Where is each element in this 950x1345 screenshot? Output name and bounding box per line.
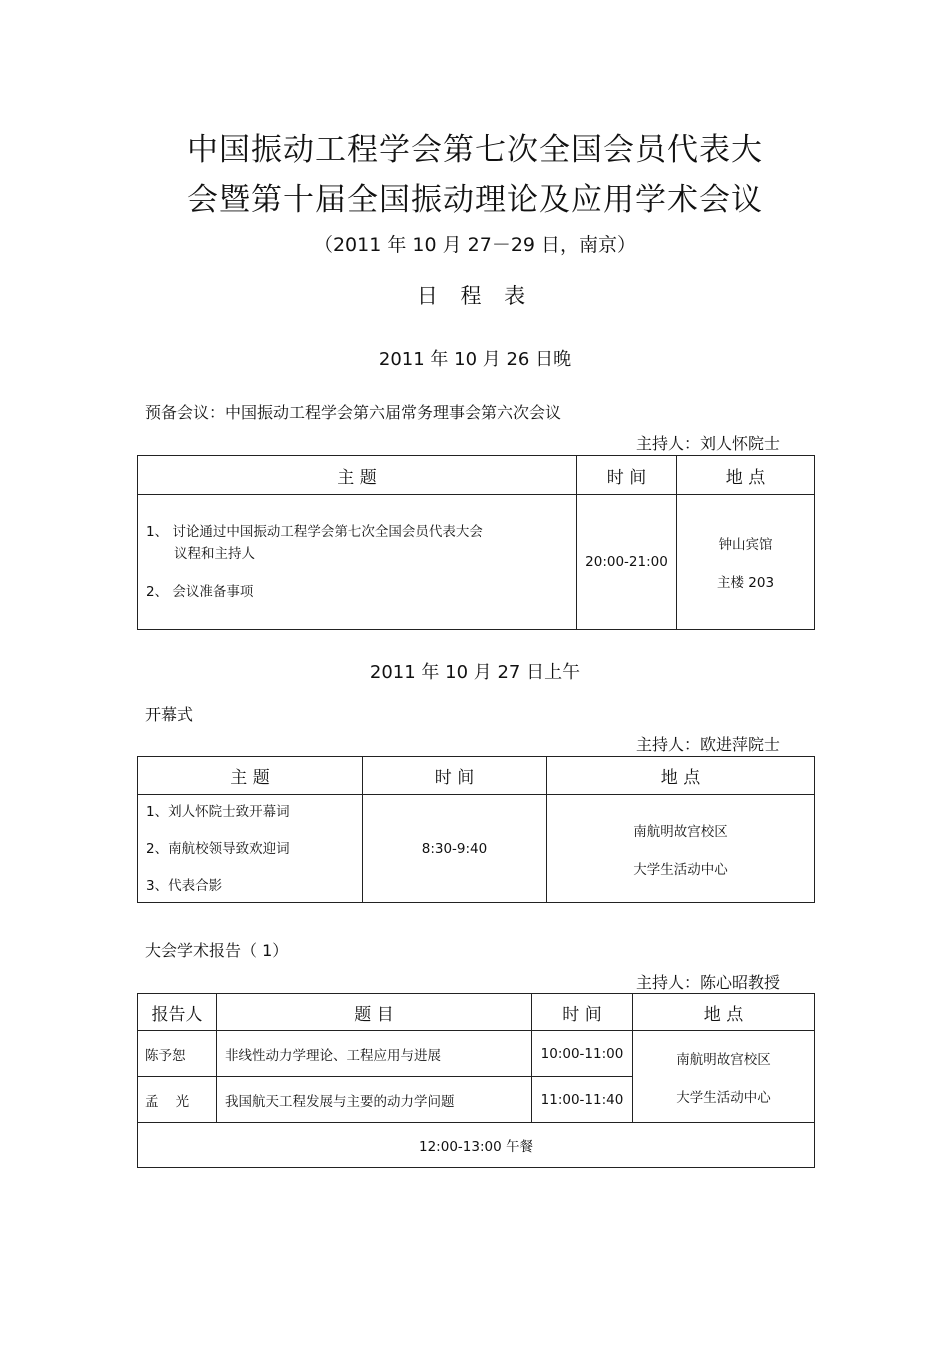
plenary-table	[137, 993, 815, 1168]
topic-item: 3、代表合影	[146, 877, 223, 894]
day2-date: 2011 年 10 月 27 日上午	[369, 662, 581, 683]
venue-line: 主楼 203	[716, 575, 775, 591]
topic-item: 1、 讨论通过中国振动工程学会第七次全国会员代表大会	[146, 524, 483, 540]
report-title-cell: 非线性动力学理论、工程应用与进展	[217, 1031, 532, 1077]
day1-host: 主持人：刘人怀院士	[636, 434, 781, 453]
opening-ceremony-label: 开幕式	[145, 705, 194, 724]
header-topic: 主 题	[138, 757, 363, 795]
time-cell: 8:30-9:40	[363, 795, 547, 903]
venue-line: 大学生活动中心	[633, 861, 728, 878]
opening-table	[137, 756, 815, 903]
time-cell: 10:00-11:00	[532, 1031, 633, 1077]
time-cell: 11:00-11:40	[532, 1077, 633, 1123]
prep-meeting-title: 预备会议：中国振动工程学会第六届常务理事会第六次会议	[145, 403, 562, 422]
lunch-row: 12:00-13:00 午餐	[138, 1123, 815, 1168]
venue-line: 钟山宾馆	[718, 537, 773, 553]
topics-cell	[138, 495, 577, 630]
prep-meeting-table	[137, 455, 815, 630]
header-venue: 地 点	[677, 456, 815, 495]
topic-item: 1、刘人怀院士致开幕词	[146, 803, 290, 820]
header-venue: 地 点	[547, 757, 815, 795]
header-title: 题 目	[217, 994, 532, 1031]
venue-cell	[633, 1031, 815, 1123]
topics-cell	[138, 795, 363, 903]
venue-line: 南航明故宫校区	[676, 1051, 771, 1068]
topic-item: 2、南航校领导致欢迎词	[146, 840, 290, 857]
venue-line: 大学生活动中心	[676, 1089, 771, 1106]
venue-cell	[547, 795, 815, 903]
report-title-cell: 我国航天工程发展与主要的动力学问题	[217, 1077, 532, 1123]
topic-item-continued: 议程和主持人	[174, 546, 255, 562]
conference-dates: （2011 年 10 月 27－29 日，南京）	[313, 234, 637, 256]
topic-item: 2、 会议准备事项	[146, 584, 254, 600]
title-line-1: 中国振动工程学会第七次全国会员代表大	[187, 132, 763, 168]
venue-cell	[677, 495, 815, 630]
opening-host: 主持人：欧进萍院士	[636, 735, 781, 754]
time-cell: 20:00-21:00	[577, 495, 677, 630]
plenary-report-label: 大会学术报告（ 1）	[145, 941, 289, 960]
header-speaker: 报告人	[138, 994, 217, 1031]
speaker-cell: 陈予恕	[138, 1031, 217, 1077]
header-venue: 地 点	[633, 994, 815, 1031]
header-time: 时 间	[363, 757, 547, 795]
header-time: 时 间	[577, 456, 677, 495]
plenary-host: 主持人：陈心昭教授	[636, 973, 781, 992]
header-topic: 主 题	[138, 456, 577, 495]
schedule-heading: 日 程 表	[416, 284, 534, 308]
header-time: 时 间	[532, 994, 633, 1031]
speaker-cell: 孟 光	[138, 1077, 217, 1123]
venue-line: 南航明故宫校区	[633, 823, 728, 840]
title-line-2: 会暨第十届全国振动理论及应用学术会议	[187, 182, 763, 218]
day1-date: 2011 年 10 月 26 日晚	[378, 349, 572, 370]
